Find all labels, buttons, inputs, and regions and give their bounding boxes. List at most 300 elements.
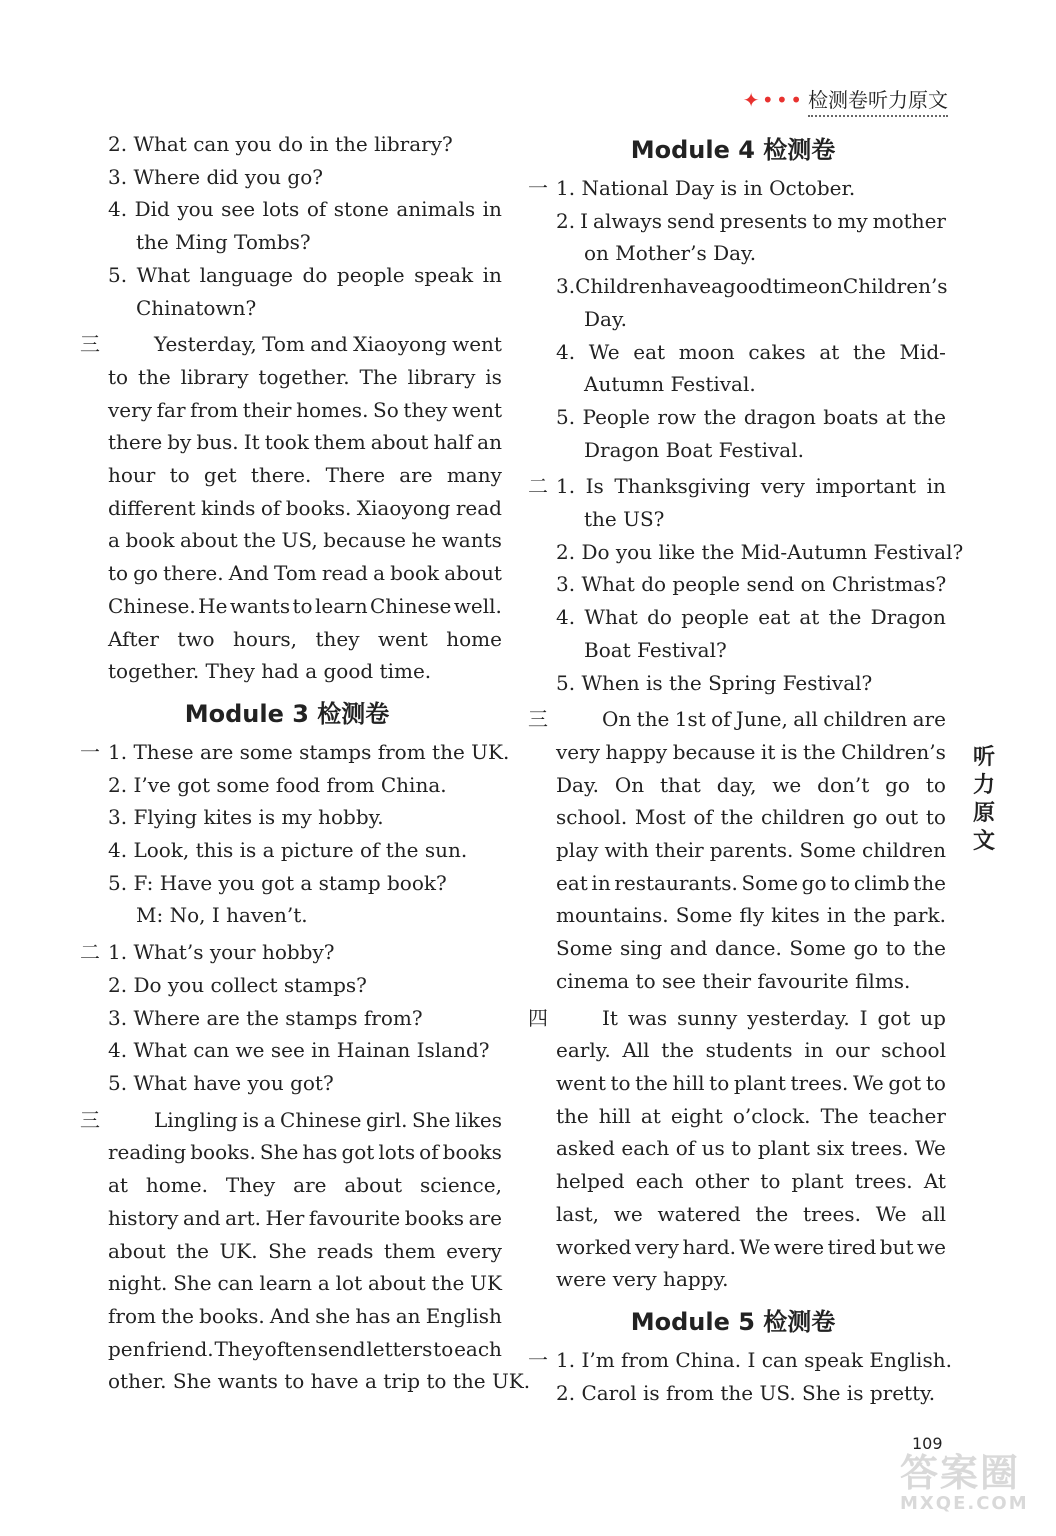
word: library	[407, 364, 476, 389]
word: Some	[799, 838, 856, 863]
word: the	[913, 870, 946, 895]
word: by	[167, 430, 192, 455]
word: watered	[657, 1201, 741, 1226]
word: moon	[678, 339, 735, 364]
module-title: Module 5 检测卷	[630, 1307, 836, 1336]
word: took	[264, 430, 309, 455]
word: every	[446, 1238, 502, 1263]
word: to	[108, 364, 129, 389]
word: 2.	[556, 208, 576, 233]
word: to	[610, 1070, 631, 1095]
list-item: 2. Carol is from the US. She is pretty.	[556, 1380, 936, 1405]
section-number: 一	[80, 739, 100, 764]
word: I	[859, 1005, 868, 1030]
word: kinds	[200, 495, 256, 520]
list-item: 2. What can you do in the library?	[108, 132, 453, 156]
word: favourite	[308, 1205, 401, 1230]
word: English	[425, 1303, 502, 1328]
word: books	[404, 1205, 465, 1230]
list-item-continued: Dragon Boat Festival.	[584, 437, 804, 462]
word: of	[711, 707, 731, 732]
word: All	[622, 1038, 650, 1063]
word: Tom	[262, 332, 305, 357]
passage-line	[556, 867, 946, 900]
word: of	[693, 805, 713, 830]
word: school.	[556, 805, 628, 830]
word: We	[915, 1136, 946, 1161]
word: dance.	[714, 936, 782, 961]
word: I	[580, 208, 589, 233]
word: Some	[556, 936, 613, 961]
word: hours,	[233, 626, 297, 651]
word: hill	[598, 1103, 631, 1128]
word: It	[602, 1005, 618, 1030]
word: have	[663, 274, 712, 299]
word: the	[853, 903, 887, 928]
word: happy	[605, 739, 668, 764]
word: likes	[454, 1107, 502, 1132]
list-item	[520, 601, 946, 634]
word: very	[108, 397, 152, 422]
word: She	[412, 1107, 451, 1132]
word: in	[826, 903, 847, 928]
list-item	[520, 336, 946, 369]
word: they	[315, 626, 360, 651]
word: lots	[262, 197, 300, 222]
right-column	[520, 128, 964, 1409]
word: cakes	[748, 339, 806, 364]
word: their	[242, 397, 292, 422]
word: to	[812, 208, 833, 233]
word: 1.	[556, 474, 576, 499]
word: do	[647, 605, 672, 630]
word: He	[198, 593, 228, 618]
word: send	[666, 208, 715, 233]
word: on	[817, 274, 843, 299]
word: lots	[378, 1140, 416, 1165]
side-label-char: 听	[972, 745, 995, 770]
word: restaurants.	[614, 870, 738, 895]
word: She	[259, 1140, 299, 1165]
word: 4.	[108, 197, 128, 222]
word: other	[694, 1169, 750, 1194]
word: an	[477, 430, 502, 455]
passage-line: together. They had a good time.	[108, 659, 432, 684]
word: that	[659, 772, 701, 797]
word: about	[444, 561, 502, 586]
word: play	[556, 838, 599, 863]
word: we	[613, 1201, 643, 1226]
passage-line	[556, 1034, 946, 1067]
passage-line	[556, 834, 946, 867]
passage-line	[108, 623, 502, 656]
word: school	[881, 1038, 946, 1063]
list-item: 1. National Day is in October. 一	[520, 172, 946, 205]
word: Children’s	[841, 739, 946, 764]
word: went	[452, 332, 502, 357]
word: books	[442, 1140, 502, 1165]
word: in	[926, 474, 946, 499]
word: went	[377, 626, 428, 651]
passage-line	[108, 328, 502, 361]
word: children	[823, 707, 908, 732]
word: a	[263, 1107, 276, 1132]
word: are	[399, 463, 433, 488]
word: night.	[108, 1271, 168, 1296]
word: don’t	[817, 772, 870, 797]
word: a	[711, 274, 724, 299]
word: to	[885, 936, 906, 961]
list-item: M: No, I haven’t.	[136, 903, 308, 928]
word: people	[336, 262, 405, 287]
list-item-continued: on Mother’s Day.	[584, 241, 757, 266]
word: different	[108, 495, 196, 520]
word: about	[344, 1173, 403, 1198]
word: We	[739, 1234, 771, 1259]
word: Tom	[273, 561, 317, 586]
word: the	[853, 339, 886, 364]
word: got	[877, 1005, 911, 1030]
word: Mid-	[899, 339, 946, 364]
word: hour	[108, 463, 156, 488]
passage-line	[108, 426, 502, 459]
word: park.	[893, 903, 946, 928]
word: our	[835, 1038, 870, 1063]
word: go	[133, 561, 159, 586]
word: Did	[134, 197, 170, 222]
passage-line	[108, 492, 502, 525]
passage-line	[108, 590, 502, 623]
word: all	[793, 707, 818, 732]
word: time	[772, 274, 818, 299]
passage-line	[108, 1202, 502, 1235]
word: at	[819, 339, 840, 364]
word: many	[446, 463, 502, 488]
list-item-continued: Boat Festival?	[584, 637, 727, 662]
word: half	[433, 430, 473, 455]
passage	[72, 328, 502, 688]
word: us	[701, 1136, 725, 1161]
word: a	[317, 1271, 330, 1296]
word: of	[306, 197, 327, 222]
word: it	[760, 739, 776, 764]
word: a	[108, 528, 120, 553]
passage-section	[72, 1104, 531, 1398]
word: 3.	[556, 274, 576, 299]
passage-line	[556, 899, 946, 932]
word: She	[268, 1238, 307, 1263]
passage-line	[556, 1231, 946, 1264]
word: trees.	[790, 1070, 849, 1095]
word: parents.	[709, 838, 794, 863]
passage-line	[108, 1267, 502, 1300]
word: in	[482, 197, 502, 222]
passage-line	[108, 394, 502, 427]
word: Chinese	[370, 593, 452, 618]
word: the	[635, 1070, 668, 1095]
word: Children	[575, 274, 664, 299]
passage-section	[520, 1002, 946, 1296]
list-item: 1. What’s your hobby? 二	[72, 936, 502, 969]
list-item: 3. Flying kites is my hobby.	[108, 805, 384, 830]
list-item: 3. Where are the stamps from?	[108, 1005, 423, 1030]
word: up	[920, 1005, 946, 1030]
word: reading	[108, 1140, 187, 1165]
word: each	[635, 1169, 684, 1194]
list-item: 1. These are some stamps from the UK. 一	[72, 736, 502, 769]
word: the	[661, 1038, 694, 1063]
word: We	[588, 339, 620, 364]
passage-line: cinema to see their favourite films.	[556, 968, 911, 993]
word: stone	[333, 197, 389, 222]
word: there.	[250, 463, 312, 488]
word: is	[242, 1107, 260, 1132]
passage-line	[108, 1169, 502, 1202]
word: the	[243, 528, 276, 553]
word: On	[602, 707, 632, 732]
word: worked	[556, 1234, 632, 1259]
word: wants	[229, 593, 291, 618]
word: June,	[735, 707, 788, 732]
word: speak	[414, 262, 474, 287]
word: UK	[470, 1271, 502, 1296]
word: go	[801, 870, 827, 895]
word: six	[816, 1136, 845, 1161]
word: in	[482, 262, 502, 287]
word: books.	[190, 1140, 256, 1165]
word: were	[773, 1234, 825, 1259]
passage-line	[108, 1104, 502, 1137]
word: and	[310, 332, 348, 357]
word: they	[403, 397, 448, 422]
word: The	[359, 364, 398, 389]
word: with	[604, 838, 649, 863]
word: are	[912, 707, 946, 732]
word: them	[314, 430, 366, 455]
word: last,	[556, 1201, 599, 1226]
word: about	[367, 1271, 426, 1296]
word: because	[672, 739, 756, 764]
passage-line	[108, 557, 502, 590]
word: UK.	[219, 1238, 258, 1263]
word: can	[217, 1271, 254, 1296]
word: an	[395, 1303, 421, 1328]
list-item	[520, 470, 946, 503]
passage-section	[72, 328, 502, 688]
word: reads	[317, 1238, 374, 1263]
passage-line	[556, 736, 946, 769]
word: very	[760, 474, 805, 499]
word: the	[913, 404, 946, 429]
passage-line	[556, 703, 946, 736]
word: two	[177, 626, 215, 651]
list-item: 2. Do you like the Mid-Autumn Festival?	[556, 539, 964, 564]
word: So	[373, 397, 399, 422]
word: Some	[789, 936, 846, 961]
word: each	[621, 1136, 670, 1161]
word: and	[183, 1205, 221, 1230]
word: sunny	[677, 1005, 738, 1030]
word: are	[468, 1205, 502, 1230]
word: at	[108, 1173, 128, 1198]
word: people	[681, 605, 749, 630]
word: of	[675, 1136, 696, 1161]
passage-line	[556, 932, 946, 965]
word: to	[108, 561, 129, 586]
word: to	[709, 1070, 730, 1095]
passage-line	[108, 361, 502, 394]
passage	[520, 1002, 946, 1296]
word: there.	[163, 561, 224, 586]
word: very	[634, 1234, 679, 1259]
word: People	[582, 404, 651, 429]
word: yesterday.	[747, 1005, 850, 1030]
word: the	[803, 739, 836, 764]
passage-line	[108, 1136, 502, 1169]
word: letters	[366, 1336, 433, 1361]
word: 4.	[556, 605, 576, 630]
word: important	[815, 474, 917, 499]
word: in	[804, 1038, 824, 1063]
word: the	[161, 1303, 194, 1328]
word: trees.	[854, 1169, 913, 1194]
word: 1st	[674, 707, 706, 732]
word: the	[755, 1201, 789, 1226]
word: about	[179, 528, 238, 553]
word: mother	[872, 208, 946, 233]
passage-line	[108, 1300, 502, 1333]
word: the	[828, 605, 862, 630]
word: art.	[225, 1205, 262, 1230]
word: them	[383, 1238, 436, 1263]
passage-line	[556, 1198, 946, 1231]
word: has	[302, 1140, 338, 1165]
word: is	[780, 739, 798, 764]
word: my	[837, 208, 868, 233]
section-number: 三	[80, 332, 100, 357]
word: he	[411, 528, 437, 553]
word: early.	[556, 1038, 611, 1063]
word: to	[925, 1070, 946, 1095]
word: get	[203, 463, 237, 488]
word: learn	[314, 593, 368, 618]
word: Her	[265, 1205, 305, 1230]
list-item	[520, 401, 946, 434]
word: all	[921, 1201, 946, 1226]
word: see	[221, 197, 256, 222]
word: homes.	[296, 397, 369, 422]
watermark	[900, 1452, 1030, 1518]
word: you	[177, 197, 214, 222]
section-number: 一	[528, 176, 548, 200]
word: went	[452, 397, 502, 422]
word: lot	[335, 1271, 363, 1296]
word: out	[885, 805, 919, 830]
word: in	[591, 870, 611, 895]
word: bus.	[196, 430, 239, 455]
word: hard.	[682, 1234, 737, 1259]
word: students	[705, 1038, 793, 1063]
word: from	[190, 397, 239, 422]
word: She	[173, 1271, 212, 1296]
list-item-continued: Chinatown?	[136, 295, 257, 320]
word: friend.	[146, 1336, 214, 1361]
list-item: 5. When is the Spring Festival?	[556, 670, 873, 695]
word: 4.	[556, 339, 576, 364]
word: Day.	[556, 772, 599, 797]
word: to	[433, 1336, 454, 1361]
word: o’clock.	[732, 1103, 811, 1128]
word: we	[772, 772, 802, 797]
word: sing	[620, 936, 663, 961]
word: Lingling	[154, 1107, 238, 1132]
word: far	[156, 397, 186, 422]
word: Children’s	[842, 274, 948, 299]
left-column	[72, 128, 531, 1398]
passage-line	[108, 1333, 502, 1366]
word: books.	[285, 495, 352, 520]
word: We	[852, 1070, 884, 1095]
word: Dragon	[870, 605, 946, 630]
side-label-char: 文	[972, 829, 995, 854]
passage-line	[108, 1235, 502, 1268]
word: is	[485, 364, 502, 389]
word: We	[875, 1201, 907, 1226]
word: the	[636, 707, 670, 732]
word: dragon	[743, 404, 816, 429]
word: do	[302, 262, 328, 287]
word: It	[243, 430, 260, 455]
word: Some	[741, 870, 799, 895]
word: science,	[419, 1173, 502, 1198]
word: went	[556, 1070, 606, 1095]
section-number: 三	[80, 1107, 100, 1132]
word: Chinese	[280, 1107, 362, 1132]
page-number: 109	[912, 1434, 943, 1453]
word: of	[260, 495, 281, 520]
list-item	[72, 193, 502, 226]
list-item-continued: Day.	[584, 306, 627, 331]
word: 5.	[108, 262, 128, 287]
passage-line	[556, 1002, 946, 1035]
word: to	[925, 805, 946, 830]
list-item: 4. What can we see in Hainan Island?	[108, 1038, 490, 1063]
word: plant	[757, 1136, 810, 1161]
word: At	[923, 1169, 946, 1194]
list-item: 2. Do you collect stamps?	[108, 972, 367, 997]
word: and	[669, 936, 708, 961]
word: very	[556, 739, 600, 764]
list-item-continued: Autumn Festival.	[584, 372, 756, 397]
word: language	[199, 262, 294, 287]
section-number: 二	[528, 474, 548, 499]
word: kites	[771, 903, 820, 928]
list-item	[72, 259, 502, 292]
word: eat	[758, 605, 791, 630]
word: climb	[853, 870, 910, 895]
list-item-continued: the Ming Tombs?	[136, 230, 311, 255]
word: often	[264, 1336, 317, 1361]
word: boats	[823, 404, 879, 429]
passage-line	[108, 524, 502, 557]
word: got	[341, 1140, 375, 1165]
passage-line	[556, 1132, 946, 1165]
passage-line	[108, 459, 502, 492]
word: mountains.	[556, 903, 669, 928]
list-item	[520, 205, 946, 238]
word: at	[885, 404, 906, 429]
word: helped	[556, 1169, 625, 1194]
